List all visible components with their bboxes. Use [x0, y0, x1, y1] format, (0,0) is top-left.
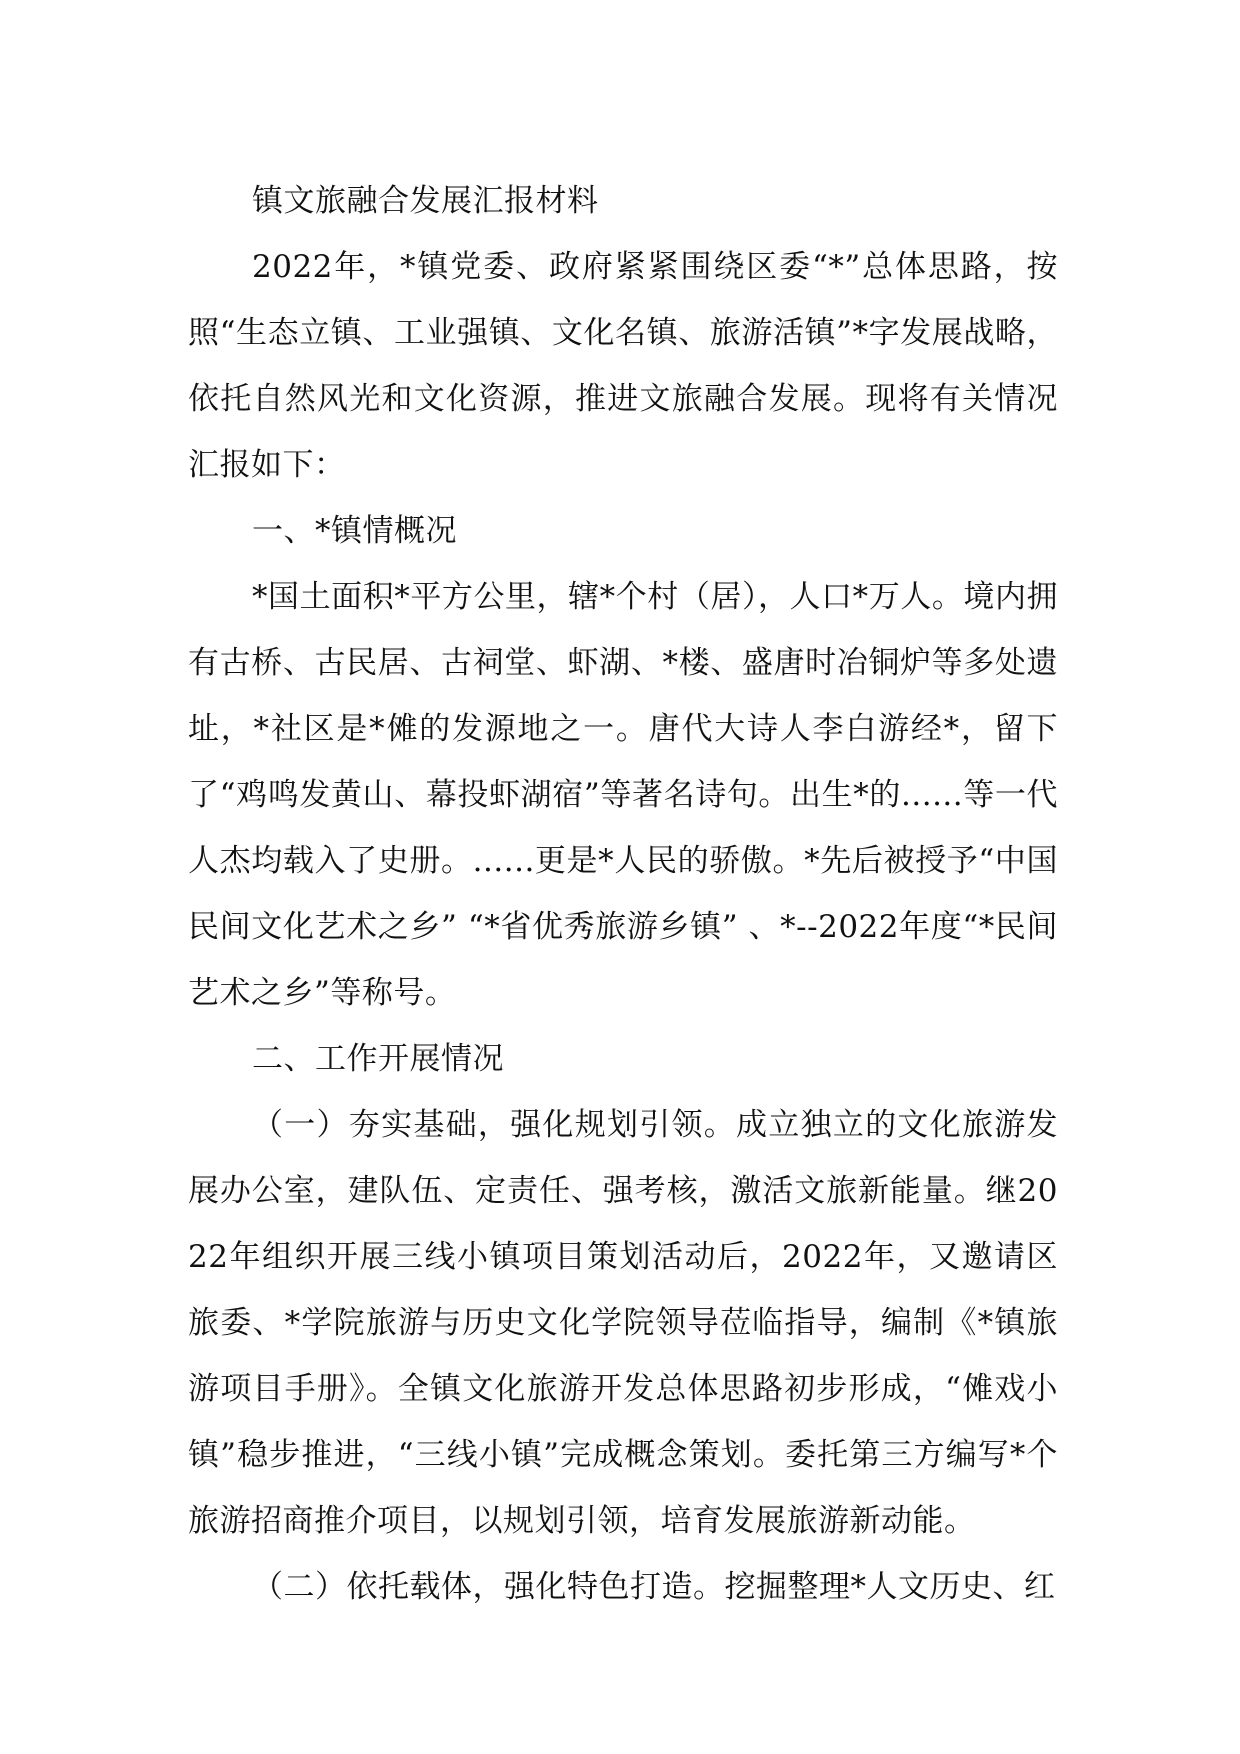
overview-paragraph: *国土面积*平方公里，辖*个村（居），人口*万人。境内拥有古桥、古民居、古祠堂、虾湖、*楼、盛唐时冶铜炉等多处遗址，*社区是*傩的发源地之一。唐代大诗人李白游经*，留下了“鸡鸣发黄山、幕投虾湖宿”等著名诗句。出生*的......等一代人杰均载入了史册。......更是*人民的骄傲。*先后被授予“中国民间文化艺术之乡” “*省优秀旅游乡镇” 、*--2022年度“*民间艺术之乡”等称号。: [188, 579, 1058, 1011]
intro-paragraph: 2022年，*镇党委、政府紧紧围绕区委“*”总体思路，按照“生态立镇、工业强镇、文化名镇、旅游活镇”*字发展战略，依托自然风光和文化资源，推进文旅融合发展。现将有关情况汇报如下：: [188, 249, 1058, 483]
document-title: 镇文旅融合发展汇报材料: [252, 183, 599, 219]
work-paragraph-2: （二）依托载体，强化特色打造。挖掘整理*人文历史、红: [252, 1569, 1056, 1605]
section-heading-work: 二、工作开展情况: [252, 1041, 504, 1077]
document-body: [188, 168, 1058, 1620]
work-paragraph-1: （一）夯实基础，强化规划引领。成立独立的文化旅游发展办公室，建队伍、定责任、强考核，激活文旅新能量。继2022年组织开展三线小镇项目策划活动后，2022年，又邀请区旅委、*学院旅游与历史文化学院领导莅临指导，编制《*镇旅游项目手册》。全镇文化旅游开发总体思路初步形成，“傩戏小镇”稳步推进，“三线小镇”完成概念策划。委托第三方编写*个旅游招商推介项目，以规划引领，培育发展旅游新动能。: [188, 1107, 1058, 1539]
section-heading-overview: 一、*镇情概况: [252, 513, 457, 549]
